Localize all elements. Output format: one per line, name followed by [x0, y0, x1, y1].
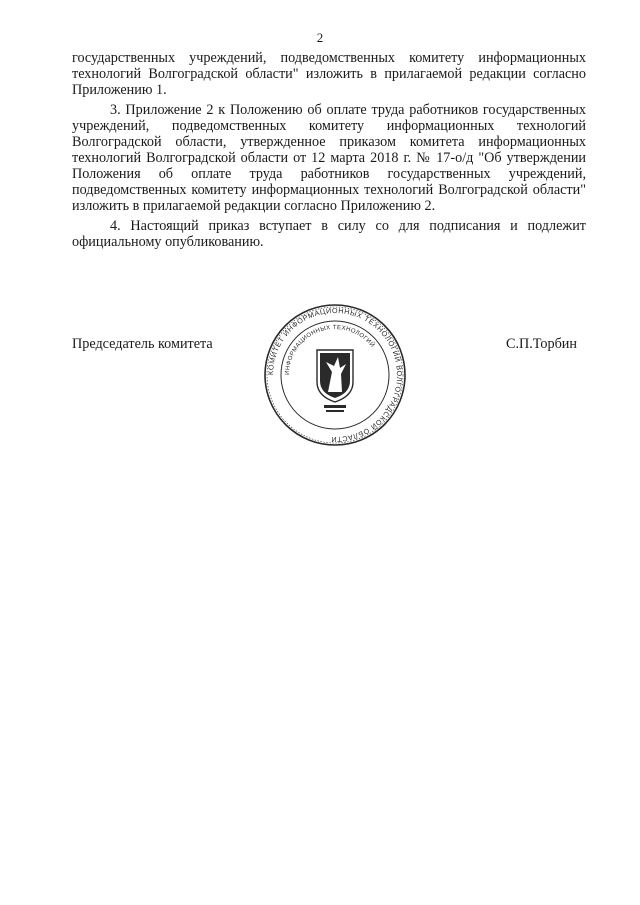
paragraph-item-3: 3. Приложение 2 к Положению об оплате труда работников государственных учреждений, подведомственных комитету информационных технологий Волгоградской области, утвержденное приказом комитета информационных технологий Волгоградской области от 12 марта 2018 г. № 17-о/д "Об утверждении Положения об оплате труда работников государственных учреждений, подведомственных комитету информационных технологий Волгоградской области" изложить в прилагаемой редакции согласно Приложению 2. [72, 102, 586, 214]
paragraph-item-4: 4. Настоящий приказ вступает в силу со для подписания и подлежит официальному опубликованию. [72, 218, 586, 250]
signatory-position: Председатель комитета [72, 336, 213, 352]
seal-graphic [262, 302, 408, 448]
page-number: 2 [316, 30, 324, 45]
coat-of-arms-icon [317, 350, 353, 412]
document-body [72, 50, 586, 254]
seal-outer-text: КОМИТЕТ ИНФОРМАЦИОННЫХ ТЕХНОЛОГИЙ ВОЛГОГРАДСКОЙ ОБЛАСТИ [265, 305, 405, 445]
seal-inner-text: ИНФОРМАЦИОННЫХ ТЕХНОЛОГИЙ [284, 324, 376, 376]
official-seal [262, 302, 408, 448]
paragraph-continuation: государственных учреждений, подведомственных комитету информационных технологий Волгоградской области" изложить в прилагаемой редакции согласно Приложению 1. [72, 50, 586, 98]
signatory-name: С.П.Торбин [506, 336, 577, 352]
